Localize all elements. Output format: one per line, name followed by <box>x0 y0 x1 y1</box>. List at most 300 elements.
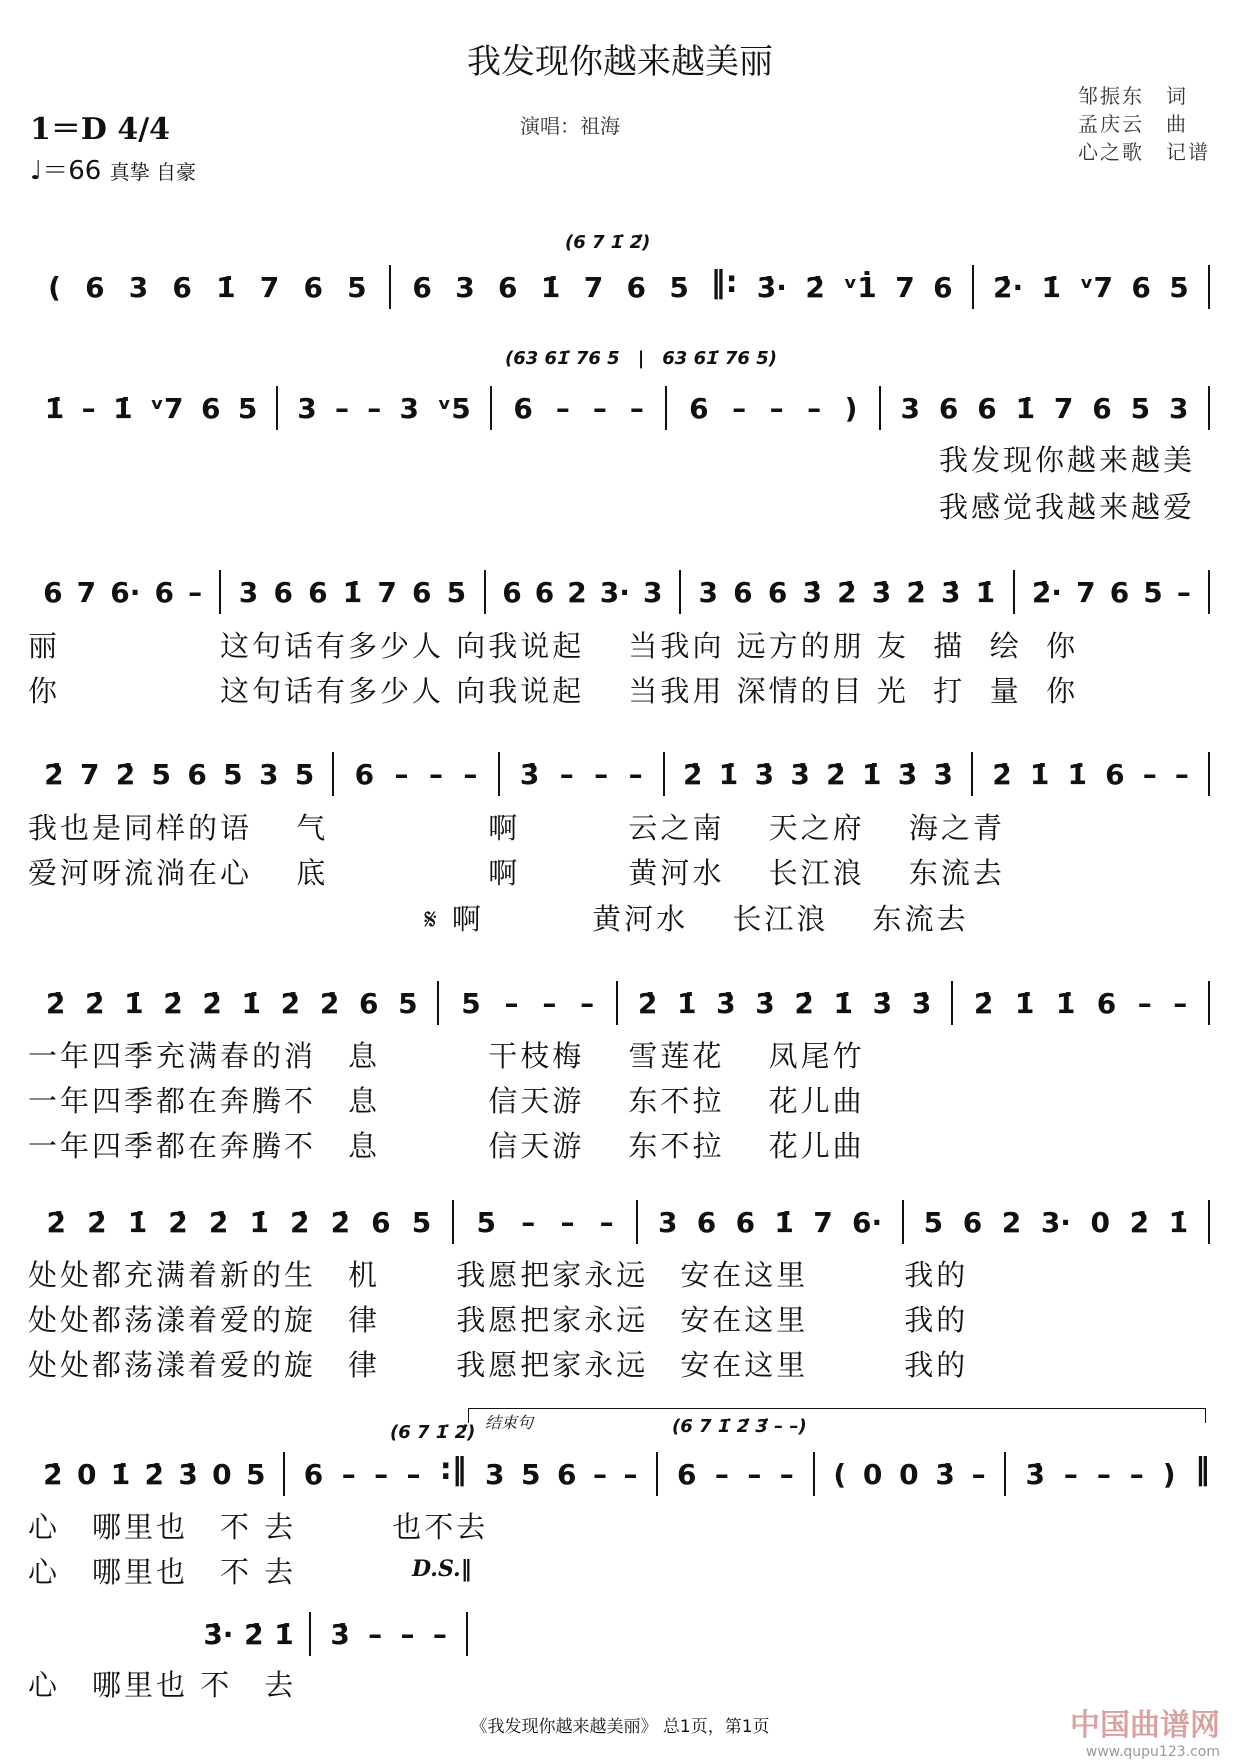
lyric-line: 丽 这句话有多少人 向我说起 当我向 远方的朋 友 描 绘 你 <box>28 629 1079 663</box>
note: 6 <box>1109 575 1130 609</box>
note: 2̇ <box>319 986 340 1020</box>
system-2 <box>28 386 1212 430</box>
note: 5 <box>411 1205 432 1239</box>
measure <box>280 392 488 425</box>
note: 3̇ <box>871 575 892 609</box>
bar-line <box>276 386 278 430</box>
note: 3̇ <box>802 575 822 609</box>
note: 3̇ <box>911 986 932 1020</box>
note: 1̇ <box>1029 757 1050 791</box>
note: ᵛ5 <box>437 391 471 425</box>
note: 2̇ <box>837 575 857 609</box>
bar-line <box>466 1612 468 1656</box>
note: – <box>432 1617 447 1651</box>
note: – <box>400 1617 415 1651</box>
note: 1̇ <box>249 1205 269 1239</box>
note: 7 <box>79 757 100 791</box>
note: – <box>406 1457 421 1491</box>
note: 1̇ <box>274 1617 294 1651</box>
lyric-line: 一年四季都在奔腾不 息 信天游 东不拉 花儿曲 <box>28 1129 865 1163</box>
bar-line <box>951 981 953 1025</box>
measure <box>906 1206 1206 1239</box>
bar-line <box>1208 265 1210 309</box>
note: 3̇ <box>519 757 540 791</box>
note: 1̇ <box>124 986 144 1020</box>
lyric-line: 心 哪里也 不 去 也不去 <box>28 1510 489 1544</box>
bar-line <box>902 1200 904 1244</box>
note: 1̇ <box>718 757 739 791</box>
note: 3̇ <box>330 1617 350 1651</box>
note: 3̇ <box>1025 1457 1045 1491</box>
note: 2̇ <box>637 986 658 1020</box>
note: – <box>341 1457 356 1491</box>
note: ᵛ1̇ <box>843 270 877 304</box>
bar-line <box>616 981 618 1025</box>
note: 1̇ <box>676 986 697 1020</box>
measure <box>660 1458 811 1491</box>
lyric-line: 爱河呀流淌在心 底 啊 黄河水 长江浪 东流去 <box>28 856 1005 890</box>
note: 3̇ <box>755 986 775 1020</box>
note: 6 <box>154 575 175 609</box>
note: 1̇ <box>216 270 236 304</box>
measure <box>740 271 970 304</box>
bar-line <box>1004 1452 1006 1496</box>
note: 6 <box>303 270 323 304</box>
note: – <box>1137 986 1152 1020</box>
note: 1̇ <box>241 986 262 1020</box>
note: 7 <box>895 270 915 304</box>
note: 6 <box>557 1457 577 1491</box>
note: – <box>428 757 443 791</box>
note: 2̇ <box>202 986 222 1020</box>
composer: 孟庆云 曲 <box>1078 112 1188 136</box>
note: – <box>463 757 478 791</box>
note: – <box>1142 757 1157 791</box>
note: 7 <box>583 270 604 304</box>
note: 3 <box>399 391 419 425</box>
watermark-name: 中国曲谱网 <box>1070 1708 1220 1743</box>
note: 2̇· <box>1031 575 1062 609</box>
note: – <box>971 1457 986 1491</box>
note: 2̇ <box>43 1457 63 1491</box>
note: 3· <box>1040 1205 1071 1239</box>
measure <box>469 1458 654 1491</box>
note: 6 <box>358 986 379 1020</box>
bar-line <box>879 386 881 430</box>
lyricist: 邹振东 词 <box>1078 84 1188 108</box>
bar-line <box>484 570 486 614</box>
measure <box>28 576 217 609</box>
note: 2̇ <box>973 986 994 1020</box>
note: 0 <box>212 1457 232 1491</box>
note: 6 <box>354 757 375 791</box>
note: 0 <box>76 1457 97 1491</box>
note: – <box>1173 986 1188 1020</box>
note: – <box>504 986 519 1020</box>
note: 1̇ <box>127 1205 148 1239</box>
note: – <box>521 1205 536 1239</box>
note: 7 <box>1053 391 1074 425</box>
note: 1̇ <box>113 391 133 425</box>
note: 1̇ <box>342 575 363 609</box>
note: 2̇ <box>330 1205 351 1239</box>
note: 5 <box>923 1205 944 1239</box>
measure <box>1008 1458 1193 1491</box>
measure <box>313 1618 464 1651</box>
note: 2̇ <box>208 1205 229 1239</box>
system-3 <box>28 570 1212 614</box>
measure <box>393 271 709 304</box>
note: 2̇ <box>1129 1205 1150 1239</box>
note: – <box>560 1205 575 1239</box>
note: 3 <box>455 270 475 304</box>
note: 3̇ <box>790 757 810 791</box>
note: 5 <box>461 986 481 1020</box>
note: 6 <box>43 575 63 609</box>
lyric-line: 𝄋 啊 黄河水 长江浪 东流去 <box>28 902 969 936</box>
ds-mark: D.S.‖ <box>412 1556 472 1582</box>
watermark-url: www.qupu123.com <box>1085 1744 1220 1760</box>
note: 6 <box>172 270 192 304</box>
measure <box>1017 576 1206 609</box>
note: 2̇ <box>84 986 105 1020</box>
measure <box>620 987 949 1020</box>
note: 2̇· <box>993 270 1024 304</box>
note: 2̇ <box>280 986 301 1020</box>
measure <box>336 758 495 791</box>
note: 6· <box>852 1205 883 1239</box>
page-title: 我发现你越来越美丽 <box>467 42 773 82</box>
system-1 <box>28 265 1212 309</box>
note: 2 <box>567 575 587 609</box>
ending-bracket <box>468 1408 1206 1423</box>
bar-line <box>636 1200 638 1244</box>
note: 6 <box>303 1457 324 1491</box>
note: – <box>629 391 644 425</box>
note: – <box>732 391 747 425</box>
system-7 <box>28 1452 1212 1496</box>
measure <box>817 1458 1002 1491</box>
note: 6 <box>85 270 105 304</box>
note: 6 <box>696 1205 717 1239</box>
measure <box>223 576 482 609</box>
note: 3̇ <box>941 575 961 609</box>
note: 7 <box>76 575 97 609</box>
note: 6 <box>977 391 997 425</box>
credits <box>1078 82 1210 166</box>
note: 1̇ <box>774 1205 794 1239</box>
note: 1̇ <box>110 1457 131 1491</box>
note: 0 <box>1090 1205 1111 1239</box>
bar-line <box>498 752 500 796</box>
note: 5 <box>521 1457 541 1491</box>
key-signature: 1＝D 4/4 <box>30 112 171 147</box>
measure <box>456 1206 634 1239</box>
bar-line <box>452 1200 454 1244</box>
system-4 <box>28 752 1212 796</box>
note: 2̇ <box>682 757 703 791</box>
note: 3̇ <box>716 986 736 1020</box>
note: ᵛ7 <box>1079 270 1113 304</box>
note: 1̇ <box>44 391 65 425</box>
note: – <box>367 391 382 425</box>
note: 2̇ <box>906 575 926 609</box>
bar-line <box>389 265 391 309</box>
note: – <box>594 757 609 791</box>
tempo <box>30 150 196 187</box>
note: 2̇ <box>163 986 183 1020</box>
note: 6 <box>187 757 207 791</box>
note: 1̇ <box>1015 391 1036 425</box>
note: 6 <box>677 1457 697 1491</box>
coda-notes <box>190 1612 470 1656</box>
note: 3 <box>485 1457 505 1491</box>
measure <box>667 758 969 791</box>
note: 7 <box>259 270 280 304</box>
note: 5 <box>151 757 172 791</box>
note: 3 <box>238 575 259 609</box>
note: 3̇ <box>872 986 893 1020</box>
bar-line <box>656 1452 658 1496</box>
lyric-line: 心 哪里也 不 去 <box>28 1555 297 1589</box>
lyric-line: 处处都荡漾着爱的旋 律 我愿把家永远 安在这里 我的 <box>28 1348 969 1382</box>
annotation: (63 61̇ 76 5 | 63 61̇ 76 5) <box>505 348 777 369</box>
note: – <box>592 391 607 425</box>
measure <box>28 1206 450 1239</box>
bar-line <box>283 1452 285 1496</box>
measure <box>883 392 1206 425</box>
note: 3 <box>900 391 921 425</box>
note: 2̇ <box>144 1457 165 1491</box>
note: – <box>623 1457 638 1491</box>
note: 6 <box>308 575 328 609</box>
note: ( <box>833 1457 847 1491</box>
note: ( <box>48 270 61 304</box>
note: 6· <box>110 575 141 609</box>
note: 3 <box>297 391 317 425</box>
note: 3̇ <box>178 1457 198 1491</box>
bar-line <box>1208 1200 1210 1244</box>
note: 3 <box>128 270 149 304</box>
bar-line <box>813 1452 815 1496</box>
note: – <box>335 391 349 425</box>
bar-line: ‖ <box>1195 1452 1210 1487</box>
note: 6 <box>1096 986 1117 1020</box>
note: 2̇ <box>115 757 136 791</box>
note: – <box>1129 1457 1144 1491</box>
note: 6 <box>371 1205 391 1239</box>
lyric-line: 一年四季充满春的消 息 干枝梅 雪莲花 凤尾竹 <box>28 1039 865 1073</box>
note: – <box>580 986 595 1020</box>
ending-label: 结束句 <box>485 1413 534 1432</box>
singer: 演唱：祖海 <box>520 114 620 138</box>
note: 1̇ <box>1168 1205 1189 1239</box>
note: ᵛ7 <box>150 391 184 425</box>
note: – <box>779 1457 794 1491</box>
note: 5 <box>476 1205 497 1239</box>
note: 3 <box>258 757 279 791</box>
measure <box>669 392 877 425</box>
annotation: (6 7 1̇ 2̇) <box>565 232 651 253</box>
note: 2 <box>1001 1205 1022 1239</box>
note: 1̇ <box>861 757 882 791</box>
bar-line <box>309 1612 311 1656</box>
note: 6 <box>498 270 518 304</box>
note: – <box>1174 757 1189 791</box>
note: – <box>628 757 643 791</box>
note: 6 <box>767 575 788 609</box>
note: – <box>593 1457 607 1491</box>
lyric-line: 心 哪里也 不 去 <box>28 1668 297 1702</box>
lyric-line: 你 这句话有多少人 向我说起 当我用 深情的目 光 打 量 你 <box>28 674 1079 708</box>
bar-line <box>971 752 973 796</box>
note: 6 <box>502 575 522 609</box>
measure <box>488 576 677 609</box>
note: 6 <box>412 575 432 609</box>
note: 2̇ <box>168 1205 188 1239</box>
bar-line: ‖: <box>710 265 738 300</box>
note: 1̇ <box>833 986 854 1020</box>
tempo-mark: ♩＝66 <box>30 156 102 186</box>
note: 6 <box>626 270 647 304</box>
note: – <box>769 391 784 425</box>
bar-line <box>490 386 492 430</box>
note: 2̇ <box>45 986 66 1020</box>
transcriber: 心之歌 记谱 <box>1078 140 1210 164</box>
bar-line: :‖ <box>439 1452 467 1487</box>
note: 2̇ <box>794 986 814 1020</box>
bar-line <box>1208 752 1210 796</box>
watermark-logo <box>1070 1700 1220 1760</box>
note: ) <box>1162 1457 1176 1491</box>
note: 2̇ <box>87 1205 107 1239</box>
note: 3̇ <box>897 757 918 791</box>
note: 5 <box>1143 575 1163 609</box>
measure <box>955 987 1206 1020</box>
note: – <box>81 391 96 425</box>
note: 5 <box>347 270 367 304</box>
note: 6 <box>1092 391 1112 425</box>
note: – <box>1096 1457 1111 1491</box>
note: – <box>1176 575 1191 609</box>
bar-line <box>1208 981 1210 1025</box>
bar-line <box>1208 570 1210 614</box>
measure <box>28 271 387 304</box>
note: 3· <box>599 575 630 609</box>
note: 6 <box>962 1205 983 1239</box>
note: 2̇ <box>44 757 64 791</box>
bar-line <box>437 981 439 1025</box>
lyric-line: 我感觉我越来越爱 <box>938 490 1195 524</box>
measure <box>28 987 435 1020</box>
note: 3̇ <box>935 1457 955 1491</box>
measure <box>190 1618 307 1651</box>
note: – <box>555 391 570 425</box>
note: 5 <box>223 757 243 791</box>
note: 6 <box>689 391 709 425</box>
measure <box>683 576 1011 609</box>
note: 2̇ <box>805 270 825 304</box>
note: – <box>559 757 574 791</box>
note: 6 <box>1105 757 1125 791</box>
note: 6 <box>933 270 953 304</box>
note: 6 <box>412 270 432 304</box>
note: 7 <box>1076 575 1096 609</box>
note: 7 <box>377 575 397 609</box>
note: 7 <box>813 1205 833 1239</box>
bar-line <box>1013 570 1015 614</box>
measure <box>28 1458 281 1491</box>
bar-line <box>679 570 681 614</box>
note: 6 <box>938 391 959 425</box>
note: 5 <box>1130 391 1151 425</box>
footer: 《我发现你越来越美丽》 总1页，第1页 <box>470 1717 770 1737</box>
note: 1̇ <box>1067 757 1088 791</box>
note: 5 <box>1169 270 1189 304</box>
bar-line <box>1208 386 1210 430</box>
note: 1̇ <box>1055 986 1076 1020</box>
expression: 真挚 自豪 <box>109 160 196 184</box>
note: 5 <box>294 757 315 791</box>
note: 2̇ <box>992 757 1012 791</box>
measure <box>976 271 1206 304</box>
annotation: (6 7 1̇ 2̇ 3̇ – –) <box>672 1416 807 1437</box>
measure <box>28 392 274 425</box>
note: 0 <box>899 1457 919 1491</box>
note: 5 <box>245 1457 266 1491</box>
bar-line <box>665 386 667 430</box>
note: 3 <box>642 575 663 609</box>
annotation: (6 7 1̇ 2̇) <box>390 1422 476 1443</box>
note: 3 <box>698 575 719 609</box>
bar-line <box>332 752 334 796</box>
note: – <box>1063 1457 1078 1491</box>
note: 2̇ <box>290 1205 310 1239</box>
system-5 <box>28 981 1212 1025</box>
lyric-line: 我也是同样的语 气 啊 云之南 天之府 海之青 <box>28 811 1005 845</box>
note: 6 <box>273 575 293 609</box>
note: 1̇ <box>1041 270 1062 304</box>
lyric-line: 我发现你越来越美 <box>938 443 1195 477</box>
note: – <box>394 757 409 791</box>
note: 2̇ <box>826 757 846 791</box>
note: 6 <box>513 391 533 425</box>
bar-line <box>219 570 221 614</box>
note: 5 <box>446 575 467 609</box>
note: 5 <box>669 270 689 304</box>
bar-line <box>663 752 665 796</box>
note: – <box>188 575 203 609</box>
note: 3̇ <box>754 757 775 791</box>
system-6 <box>28 1200 1212 1244</box>
measure <box>287 1458 438 1491</box>
note: 6 <box>733 575 753 609</box>
note: 6 <box>1131 270 1151 304</box>
note: 6 <box>735 1205 756 1239</box>
lyric-line: 处处都充满着新的生 机 我愿把家永远 安在这里 我的 <box>28 1258 969 1292</box>
note: – <box>599 1205 614 1239</box>
note: – <box>747 1457 762 1491</box>
note: 2̇ <box>46 1205 67 1239</box>
note: 5 <box>398 986 418 1020</box>
measure <box>28 758 330 791</box>
note: – <box>807 391 822 425</box>
measure <box>640 1206 900 1239</box>
note: – <box>542 986 557 1020</box>
bar-line <box>972 265 974 309</box>
note: – <box>368 1617 383 1651</box>
lyric-line: 一年四季都在奔腾不 息 信天游 东不拉 花儿曲 <box>28 1084 865 1118</box>
